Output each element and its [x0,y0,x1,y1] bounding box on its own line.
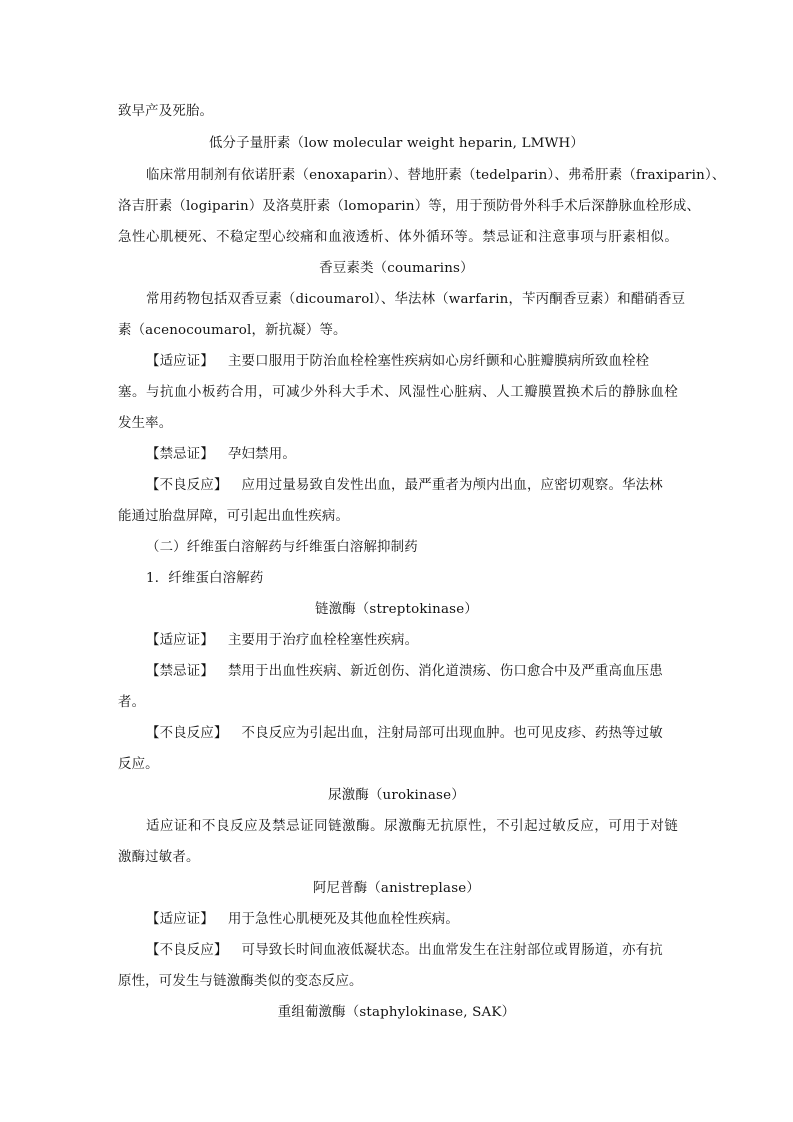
label-adverse-reactions: 【不良反应】 [146,943,228,958]
adverse-reaction-line [146,941,678,961]
section-heading-urokinase: 尿激酶（urokinase） [328,788,465,803]
paragraph-line: 塞。与抗血小板药合用，可减少外科大手术、风湿性心脏病、人工瓣膜置换术后的静脉血栓 [118,385,678,400]
contraindication-line [146,662,678,682]
adverse-reaction-line [146,476,678,496]
paragraph-line: 常用药物包括双香豆素（dicoumarol）、华法林（warfarin，苄丙酮香豆素）和醋硝香豆 [146,292,686,307]
paragraph-line: 急性心肌梗死、不稳定型心绞痛和血液透析、体外循环等。禁忌证和注意事项与肝素相似。 [118,230,678,245]
paragraph-line: 原性，可发生与链激酶类似的变态反应。 [118,974,363,989]
text-line: 致早产及死胎。 [118,104,214,119]
section-heading-anistreplase: 阿尼普酶（anistreplase） [312,881,481,896]
label-adverse-reactions: 【不良反应】 [146,478,228,493]
subsection-heading: 1．纤维蛋白溶解药 [146,571,264,586]
indication-line [146,631,706,651]
paragraph-line: 素（acenocoumarol，新抗凝）等。 [118,323,347,338]
indication-line [146,910,706,930]
label-contraindications: 【禁忌证】 [146,447,214,462]
section-heading-streptokinase: 链激酶（streptokinase） [315,602,478,617]
label-indications: 【适应证】 [146,633,214,648]
paragraph-line: 反应。 [118,757,159,772]
text-segment: 主要口服用于防治血栓栓塞性疾病如心房纤颤和心脏瓣膜病所致血栓栓 [227,354,650,369]
section-heading-lmwh: 低分子量肝素（low molecular weight heparin, LMWH） [208,136,585,151]
text-segment: 可导致长时间血液低凝状态。出血常发生在注射部位或胃肠道，亦有抗 [241,943,663,958]
text-segment: 禁用于出血性疾病、新近创伤、消化道溃疡、伤口愈合中及严重高血压患 [227,664,663,679]
contraindication-line [146,445,706,465]
text-segment: 主要用于治疗血栓栓塞性疾病。 [227,633,419,648]
paragraph-line: 洛吉肝素（logiparin）及洛莫肝素（lomoparin）等，用于预防骨外科手术后深静脉血栓形成、 [118,199,701,214]
indication-line [146,352,678,372]
label-indications: 【适应证】 [146,912,214,927]
text-segment: 不良反应为引起出血，注射局部可出现血肿。也可见皮疹、药热等过敏 [241,726,663,741]
paragraph-line: 者。 [118,695,146,710]
section-heading-coumarins: 香豆素类（coumarins） [319,261,474,276]
label-indications: 【适应证】 [146,354,214,369]
label-contraindications: 【禁忌证】 [146,664,214,679]
paragraph-line: 临床常用制剂有依诺肝素（enoxaparin）、替地肝素（tedelparin）、弗希肝素（fraxiparin）、 [146,168,726,183]
paragraph-line: 激酶过敏者。 [118,850,200,865]
text-segment: 应用过量易致自发性出血，最严重者为颅内出血，应密切观察。华法林 [241,478,663,493]
label-adverse-reactions: 【不良反应】 [146,726,228,741]
paragraph-line: 能通过胎盘屏障，可引起出血性疾病。 [118,509,350,524]
paragraph-line: 适应证和不良反应及禁忌证同链激酶。尿激酶无抗原性，不引起过敏反应，可用于对链 [146,819,678,834]
adverse-reaction-line [146,724,678,744]
paragraph-line: 发生率。 [118,416,173,431]
section-heading-staphylokinase: 重组葡激酶（staphylokinase, SAK） [277,1005,516,1020]
text-segment: 用于急性心肌梗死及其他血栓性疾病。 [227,912,459,927]
subsection-heading: （二）纤维蛋白溶解药与纤维蛋白溶解抑制药 [146,540,418,555]
text-segment: 孕妇禁用。 [227,447,296,462]
